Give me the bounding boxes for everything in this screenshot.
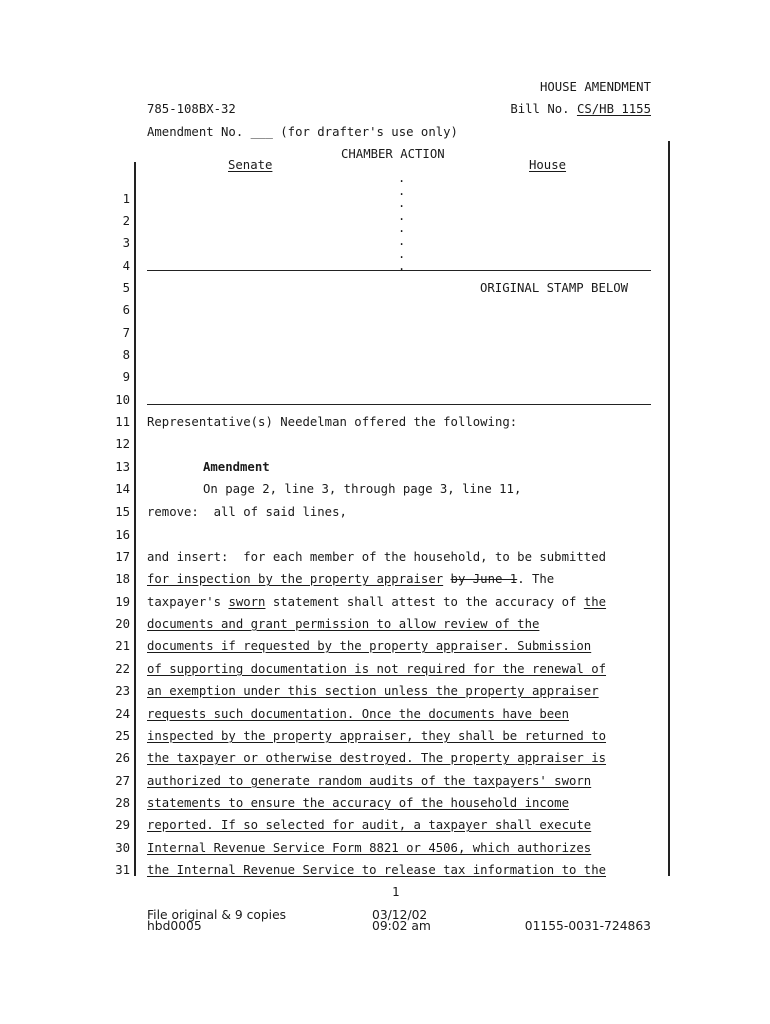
line-number: 31 [115,863,130,877]
line-number: 17 [115,550,130,564]
document-code: 785-108BX-32 [147,102,236,116]
line-number: 29 [115,818,130,832]
body-line: On page 2, line 3, through page 3, line 11, [203,482,522,496]
line-number: 16 [115,528,130,542]
drafter-code: hbd0005 [147,919,202,933]
inserted-line: authorized to generate random audits of the taxpayers' sworn [147,774,592,788]
inserted-line: of supporting documentation is not required for the renewal of [147,662,607,676]
footer-code: 01155-0031-724863 [524,919,651,933]
struck-text: by June 1 [450,572,518,586]
line-number: 27 [115,774,130,788]
right-margin-line [668,141,670,876]
line-number: 7 [122,326,130,340]
file-original-note: File original & 9 copies [147,908,287,922]
body-text: taxpayer's [147,595,229,609]
line-number: 26 [115,751,130,765]
line-number: 23 [115,684,130,698]
line-number: 4 [122,259,130,273]
chamber-action-title: CHAMBER ACTION [341,147,445,161]
inserted-line: documents and grant permission to allow review of the [147,617,540,631]
line-number: 15 [115,505,130,519]
inserted-line: an exemption under this section unless the property appraiser [147,684,599,698]
body-line: and insert: for each member of the household, to be submitted [147,550,607,564]
body-line [147,572,554,586]
house-amendment-heading: HOUSE AMENDMENT [539,80,651,94]
inserted-line: requests such documentation. Once the documents have been [147,707,569,721]
bill-number-line [510,102,651,116]
inserted-line: the taxpayer or otherwise destroyed. The property appraiser is [147,751,607,765]
line-number: 28 [115,796,130,810]
inserted-line: documents if requested by the property appraiser. Submission [147,639,592,653]
line-number: 13 [115,460,130,474]
bill-number: CS/HB 1155 [576,102,651,116]
inserted-text: for inspection by the property appraiser [147,572,444,586]
bill-prefix: Bill No. [510,102,570,116]
original-stamp-label: ORIGINAL STAMP BELOW [480,281,629,295]
line-number: 24 [115,707,130,721]
senate-label: Senate [228,158,273,172]
inserted-line: inspected by the property appraiser, they shall be returned to [147,729,607,743]
inserted-text: the [583,595,607,609]
line-number: 8 [122,348,130,362]
line-number: 5 [122,281,130,295]
body-space [443,572,450,586]
line-number: 20 [115,617,130,631]
inserted-line: reported. If so selected for audit, a taxpayer shall execute [147,818,592,832]
line-number: 6 [122,303,130,317]
inserted-line: Internal Revenue Service Form 8821 or 4506, which authorizes [147,841,592,855]
house-label: House [529,158,567,172]
line-number: 18 [115,572,130,586]
body-text: . The [517,572,555,586]
line-number: 11 [115,415,130,429]
inserted-line: the Internal Revenue Service to release tax information to the [147,863,607,877]
chamber-section-rule [147,270,651,271]
left-margin-line [134,162,136,876]
line-number: 1 [122,192,130,206]
body-line [147,595,606,609]
chamber-divider-dots: . . . . . . . . [398,171,406,274]
line-number: 9 [122,370,130,384]
line-number: 22 [115,662,130,676]
body-text: statement shall attest to the accuracy of [265,595,584,609]
footer-time: 09:02 am [372,919,431,933]
line-number: 14 [115,482,130,496]
amendment-heading: Amendment [203,460,270,474]
line-number: 3 [122,236,130,250]
line-number: 19 [115,595,130,609]
line-number: 21 [115,639,130,653]
line-number: 25 [115,729,130,743]
line-number: 10 [115,393,130,407]
line-number: 2 [122,214,130,228]
footer-date: 03/12/02 [372,908,428,922]
body-line: remove: all of said lines, [147,505,347,519]
inserted-line: statements to ensure the accuracy of the household income [147,796,569,810]
inserted-text: sworn [228,595,266,609]
line-number: 30 [115,841,130,855]
sponsor-line: Representative(s) Needelman offered the following: [147,415,518,429]
line-number: 12 [115,437,130,451]
amendment-number-line: Amendment No. ___ (for drafter's use only) [147,125,458,139]
stamp-section-rule [147,404,651,405]
page-number: 1 [392,885,400,899]
